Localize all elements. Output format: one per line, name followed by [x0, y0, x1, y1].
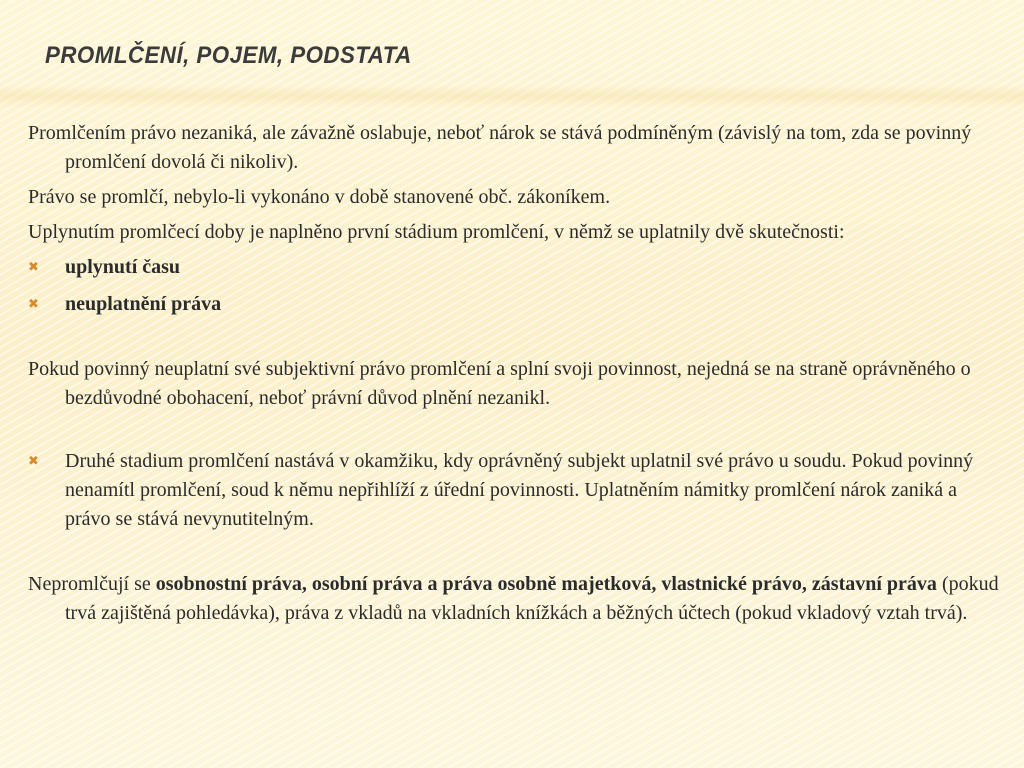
- paragraph-1: Promlčením právo nezaniká, ale závažně oslabuje, neboť nárok se stává podmíněným (závislý na tom, zda se povinný promlčení dovolá či nikoliv).: [28, 122, 972, 173]
- x-mark-bullet-icon: ✖: [28, 297, 39, 312]
- bullet-text-1: uplynutí času: [65, 256, 181, 278]
- bullet-item-3: [28, 447, 1003, 534]
- x-mark-bullet-icon: ✖: [28, 260, 39, 275]
- paragraph-4: Pokud povinný neuplatní své subjektivní právo promlčení a splní svoji povinnost, nejedná se na straně oprávněného o bezdůvodné obohacení, neboť právní důvod plnění nezanikl.: [28, 358, 971, 409]
- slide-title: PROMLČENÍ, POJEM, PODSTATA: [45, 42, 412, 69]
- slide-content: [28, 119, 1003, 634]
- x-mark-bullet-icon: ✖: [28, 454, 39, 469]
- spacer: [28, 542, 1003, 570]
- paragraph-3: Uplynutím promlčecí doby je naplněno první stádium promlčení, v němž se uplatnily dvě skutečnosti:: [28, 221, 845, 243]
- bullet-item-2: [28, 290, 1003, 319]
- paragraph-5: [28, 570, 1003, 628]
- bullet-text-3: Druhé stadium promlčení nastává v okamžiku, kdy oprávněný subjekt uplatnil své právo u soudu. Pokud povinný nenamítl promlčení, soud k němu nepřihlíží z úřední povinnosti. Uplatněním námitky promlčení nárok zaniká a právo se stává nevynutitelným.: [65, 450, 974, 530]
- title-divider: [0, 84, 1024, 108]
- paragraph-5-suffix: (pokud trvá zajištěná pohledávka), práva z vkladů na vkladních knížkách a běžných účtech (pokud vkladový vztah trvá).: [65, 573, 999, 624]
- paragraph-5-bold: osobnostní práva, osobní práva a práva osobně majetková, vlastnické právo, zástavní práva: [155, 573, 937, 595]
- spacer: [28, 419, 1003, 447]
- bullet-text-2: neuplatnění práva: [65, 293, 222, 315]
- paragraph-5-prefix: Nepromlčují se: [28, 573, 156, 595]
- bullet-item-1: [28, 253, 1003, 282]
- paragraph-2: Právo se promlčí, nebylo-li vykonáno v době stanovené obč. zákoníkem.: [28, 186, 611, 208]
- spacer: [28, 327, 1003, 355]
